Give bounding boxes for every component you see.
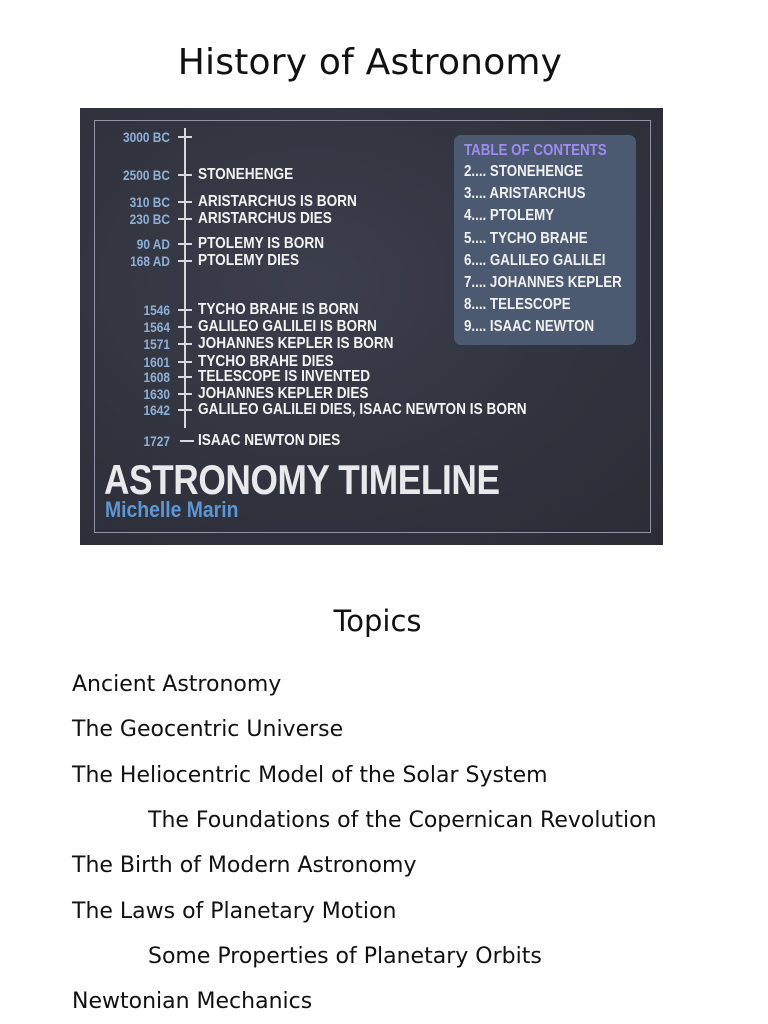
timeline-year: 1546 [143, 302, 170, 318]
toc-item: 3.... ARISTARCHUS [464, 185, 586, 203]
timeline-tick [178, 409, 192, 411]
page-title: History of Astronomy [177, 42, 563, 83]
timeline-tick [178, 174, 192, 176]
toc-item: 5.... TYCHO BRAHE [464, 229, 588, 247]
timeline-tick [178, 136, 192, 138]
timeline-year: 1608 [143, 369, 170, 385]
topic-item: The Heliocentric Model of the Solar System [72, 762, 548, 788]
timeline-tick [178, 243, 192, 245]
toc-item: 6.... GALILEO GALILEI [464, 251, 606, 269]
table-of-contents [454, 135, 636, 345]
timeline-event: JOHANNES KEPLER DIES [198, 385, 369, 402]
timeline-event: PTOLEMY DIES [198, 252, 300, 269]
astronomy-timeline-poster [80, 108, 663, 545]
timeline-year: 1727 [143, 433, 170, 449]
timeline-year: 1571 [143, 336, 170, 352]
timeline-tick [178, 393, 192, 395]
timeline-year: 1601 [143, 354, 170, 370]
topic-subitem: Some Properties of Planetary Orbits [148, 943, 542, 969]
timeline-axis [184, 128, 186, 428]
timeline-tick [180, 440, 194, 442]
toc-heading: TABLE OF CONTENTS [464, 142, 607, 159]
timeline-event: TYCHO BRAHE DIES [198, 353, 334, 370]
timeline-year: 310 BC [129, 194, 170, 210]
timeline-year: 168 AD [130, 253, 170, 269]
timeline-tick [178, 376, 192, 378]
timeline-tick [178, 343, 192, 345]
topic-item: Newtonian Mechanics [72, 989, 313, 1015]
toc-item: 9.... ISAAC NEWTON [464, 318, 595, 336]
poster-author: Michelle Marin [105, 497, 239, 522]
timeline-year: 2500 BC [123, 167, 170, 183]
timeline-event: ISAAC NEWTON DIES [198, 432, 341, 449]
topic-subitem: The Foundations of the Copernican Revolution [148, 807, 657, 833]
timeline-event: GALILEO GALILEI DIES, ISAAC NEWTON IS BORN [198, 401, 527, 418]
topic-item: Ancient Astronomy [72, 672, 282, 697]
timeline-year: 1564 [143, 319, 170, 335]
timeline-event: ARISTARCHUS DIES [198, 210, 332, 227]
timeline-tick [178, 260, 192, 262]
timeline-year: 90 AD [136, 236, 170, 252]
timeline-year: 1642 [143, 402, 170, 418]
timeline-event: STONEHENGE [198, 166, 294, 183]
timeline-event: PTOLEMY IS BORN [198, 235, 325, 252]
toc-item: 4.... PTOLEMY [464, 207, 555, 225]
toc-item: 2.... STONEHENGE [464, 163, 584, 180]
timeline-year: 1630 [143, 386, 170, 402]
timeline-tick [178, 361, 192, 363]
topic-item: The Geocentric Universe [72, 717, 344, 743]
poster-title: ASTRONOMY TIMELINE [104, 456, 500, 503]
toc-item: 8.... TELESCOPE [464, 296, 571, 314]
timeline-event: TELESCOPE IS INVENTED [198, 368, 371, 385]
timeline-event: JOHANNES KEPLER IS BORN [198, 335, 394, 352]
timeline-tick [178, 326, 192, 328]
timeline-year: 230 BC [129, 211, 170, 227]
topic-item: The Laws of Planetary Motion [72, 898, 397, 924]
toc-item: 7.... JOHANNES KEPLER [464, 274, 622, 291]
timeline-event: GALILEO GALILEI IS BORN [198, 318, 377, 335]
topics-heading: Topics [333, 604, 422, 638]
timeline-tick [178, 218, 192, 220]
timeline-tick [178, 309, 192, 311]
timeline-tick [178, 201, 192, 203]
timeline-event: ARISTARCHUS IS BORN [198, 193, 357, 210]
timeline-year: 3000 BC [123, 129, 170, 145]
timeline-event: TYCHO BRAHE IS BORN [198, 301, 359, 318]
topic-item: The Birth of Modern Astronomy [72, 853, 417, 879]
